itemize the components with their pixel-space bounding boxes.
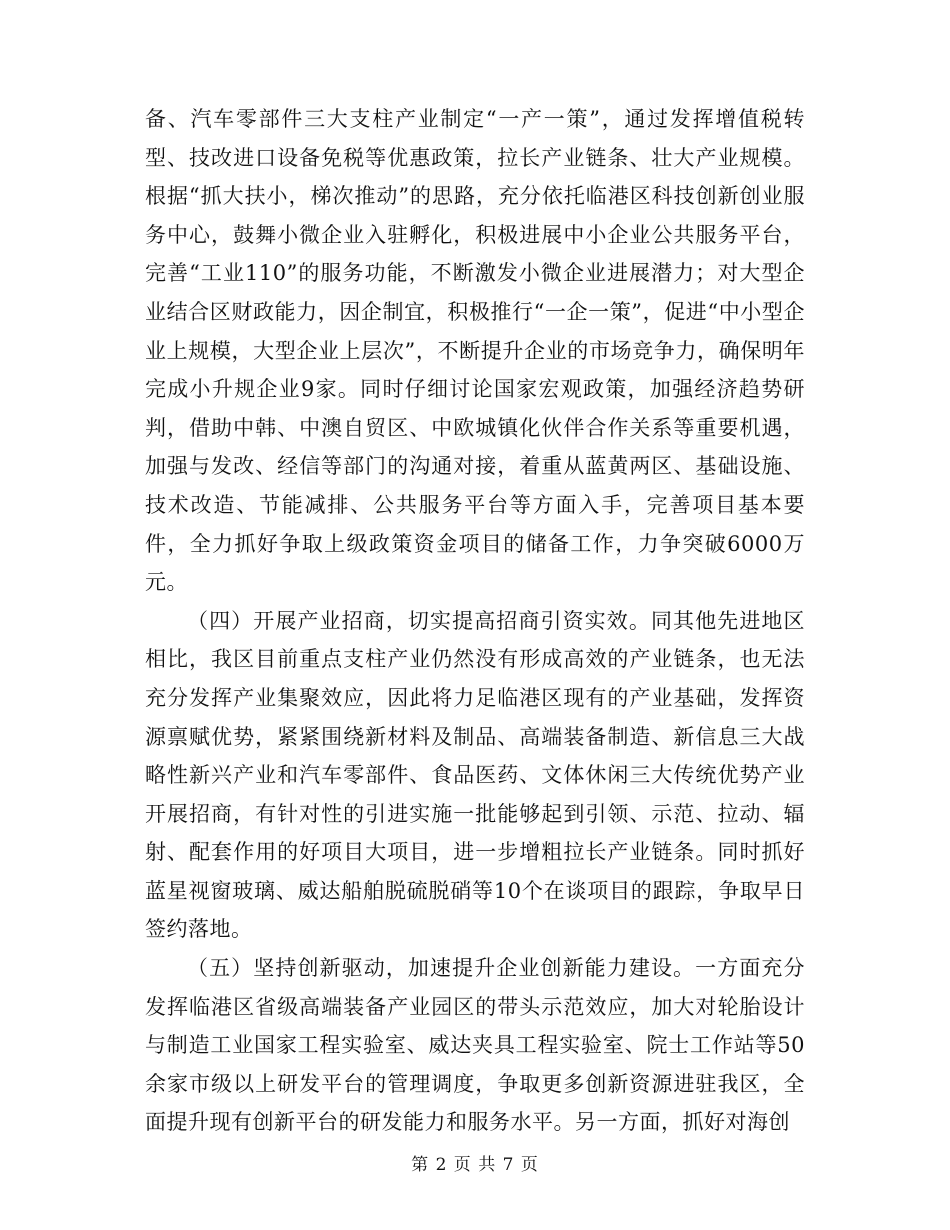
- document-body: [145, 100, 805, 1142]
- paragraph-3: （五）坚持创新驱动，加速提升企业创新能力建设。一方面充分发挥临港区省级高端装备产业园区的带头示范效应，加大对轮胎设计与制造工业国家工程实验室、威达夹具工程实验室、院士工作站等50余家市级以上研发平台的管理调度，争取更多创新资源进驻我区，全面提升现有创新平台的研发能力和服务水平。另一方面，抓好对海创: [145, 956, 805, 1135]
- paragraph-2: （四）开展产业招商，切实提高招商引资实效。同其他先进地区相比，我区目前重点支柱产业仍然没有形成高效的产业链条，也无法充分发挥产业集聚效应，因此将力足临港区现有的产业基础，发挥资源禀赋优势，紧紧围绕新材料及制品、高端装备制造、新信息三大战略性新兴产业和汽车零部件、食品医药、文体休闲三大传统优势产业开展招商，有针对性的引进实施一批能够起到引领、示范、拉动、辐射、配套作用的好项目大项目，进一步增粗拉长产业链条。同时抓好蓝星视窗玻璃、威达船舶脱硫脱硝等10个在谈项目的跟踪，争取早日签约落地。: [145, 608, 805, 942]
- page-number-footer: 第 2 页 共 7 页: [411, 1155, 539, 1175]
- paragraph-1: 备、汽车零部件三大支柱产业制定“一产一策”，通过发挥增值税转型、技改进口设备免税等优惠政策，拉长产业链条、壮大产业规模。根据“抓大扶小，梯次推动”的思路，充分依托临港区科技创新创业服务中心，鼓舞小微企业入驻孵化，积极进展中小企业公共服务平台，完善“工业110”的服务功能，不断激发小微企业进展潜力；对大型企业结合区财政能力，因企制宜，积极推行“一企一策”，促进“中小型企业上规模，大型企业上层次”，不断提升企业的市场竞争力，确保明年完成小升规企业9家。同时仔细讨论国家宏观政策，加强经济趋势研判，借助中韩、中澳自贸区、中欧城镇化伙伴合作关系等重要机遇，加强与发改、经信等部门的沟通对接，着重从蓝黄两区、基础设施、技术改造、节能减排、公共服务平台等方面入手，完善项目基本要件，全力抓好争取上级政策资金项目的储备工作，力争突破6000万元。: [145, 107, 805, 595]
